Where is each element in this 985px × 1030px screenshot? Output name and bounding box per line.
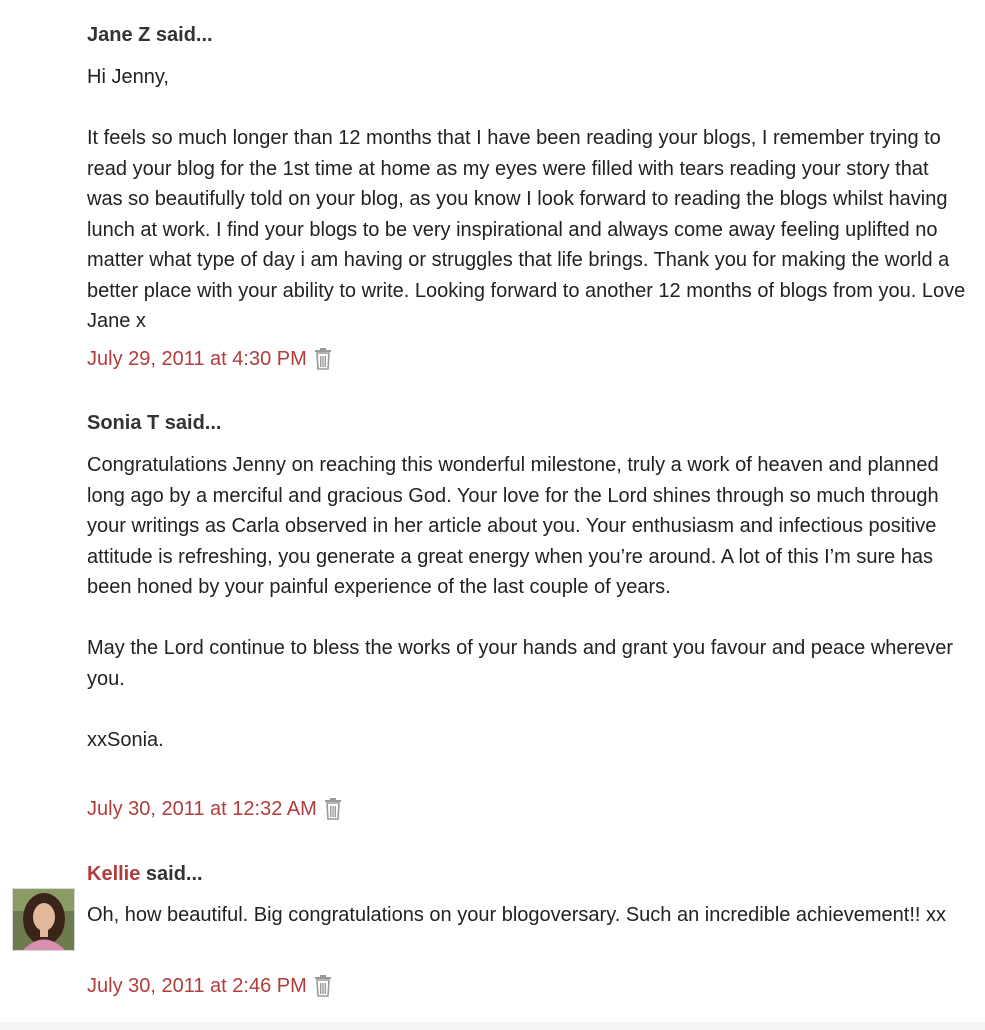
comment-paragraph: May the Lord continue to bless the works of your hands and grant you favour and peace wherever you.: [87, 637, 954, 690]
author-name: Sonia T: [87, 412, 160, 434]
comment-timestamp-link[interactable]: July 30, 2011 at 2:46 PM: [87, 975, 307, 997]
comment-footer: [87, 347, 333, 371]
comment-author: [87, 862, 203, 886]
said-label: said...: [150, 24, 213, 46]
comment-author: [87, 23, 213, 47]
author-name: Jane Z: [87, 24, 151, 46]
comment-footer: [87, 797, 343, 821]
said-label: said...: [159, 412, 222, 434]
trash-icon[interactable]: [313, 347, 333, 371]
comment-timestamp-link[interactable]: July 30, 2011 at 12:32 AM: [87, 798, 317, 820]
trash-icon[interactable]: [313, 974, 333, 998]
said-label: said...: [140, 863, 203, 885]
comment-body: [87, 450, 967, 755]
comment-paragraph: Congratulations Jenny on reaching this wonderful milestone, truly a work of heaven and planned long ago by a merciful and gracious God. Your love for the Lord shines through so much through your writings as Carla observed in her article about you. Your enthusiasm and infectious positive attitude is refreshing, you generate a great energy when you’re around. A lot of this I’m sure has been honed by your painful experience of the last couple of years.: [87, 454, 939, 598]
comment-author: [87, 411, 221, 435]
comment-paragraph: Oh, how beautiful. Big congratulations on your blogoversary. Such an incredible achievement!! xx: [87, 904, 947, 926]
comment-body: [87, 62, 967, 337]
comment-paragraph: It feels so much longer than 12 months that I have been reading your blogs, I remember trying to read your blog for the 1st time at home as my eyes were filled with tears reading your story that was so beautifully told on your blog, as you know I look forward to reading the blogs whilst having lunch at work. I find your blogs to be very inspirational and always come away feeling uplifted no matter what type of day i am having or struggles that life brings. Thank you for making the world a better place with your ability to write. Looking forward to another 12 months of blogs from you. Love Jane x: [87, 127, 966, 332]
trash-icon[interactable]: [323, 797, 343, 821]
avatar[interactable]: [12, 888, 75, 951]
comment-paragraph: Hi Jenny,: [87, 66, 169, 88]
comment-paragraph: xxSonia.: [87, 728, 164, 751]
comment-body: [87, 900, 967, 931]
comment-timestamp-link[interactable]: July 29, 2011 at 4:30 PM: [87, 348, 307, 370]
comment-footer: [87, 974, 333, 998]
bottom-divider: [0, 1022, 985, 1030]
author-name-link[interactable]: Kellie: [87, 863, 141, 885]
